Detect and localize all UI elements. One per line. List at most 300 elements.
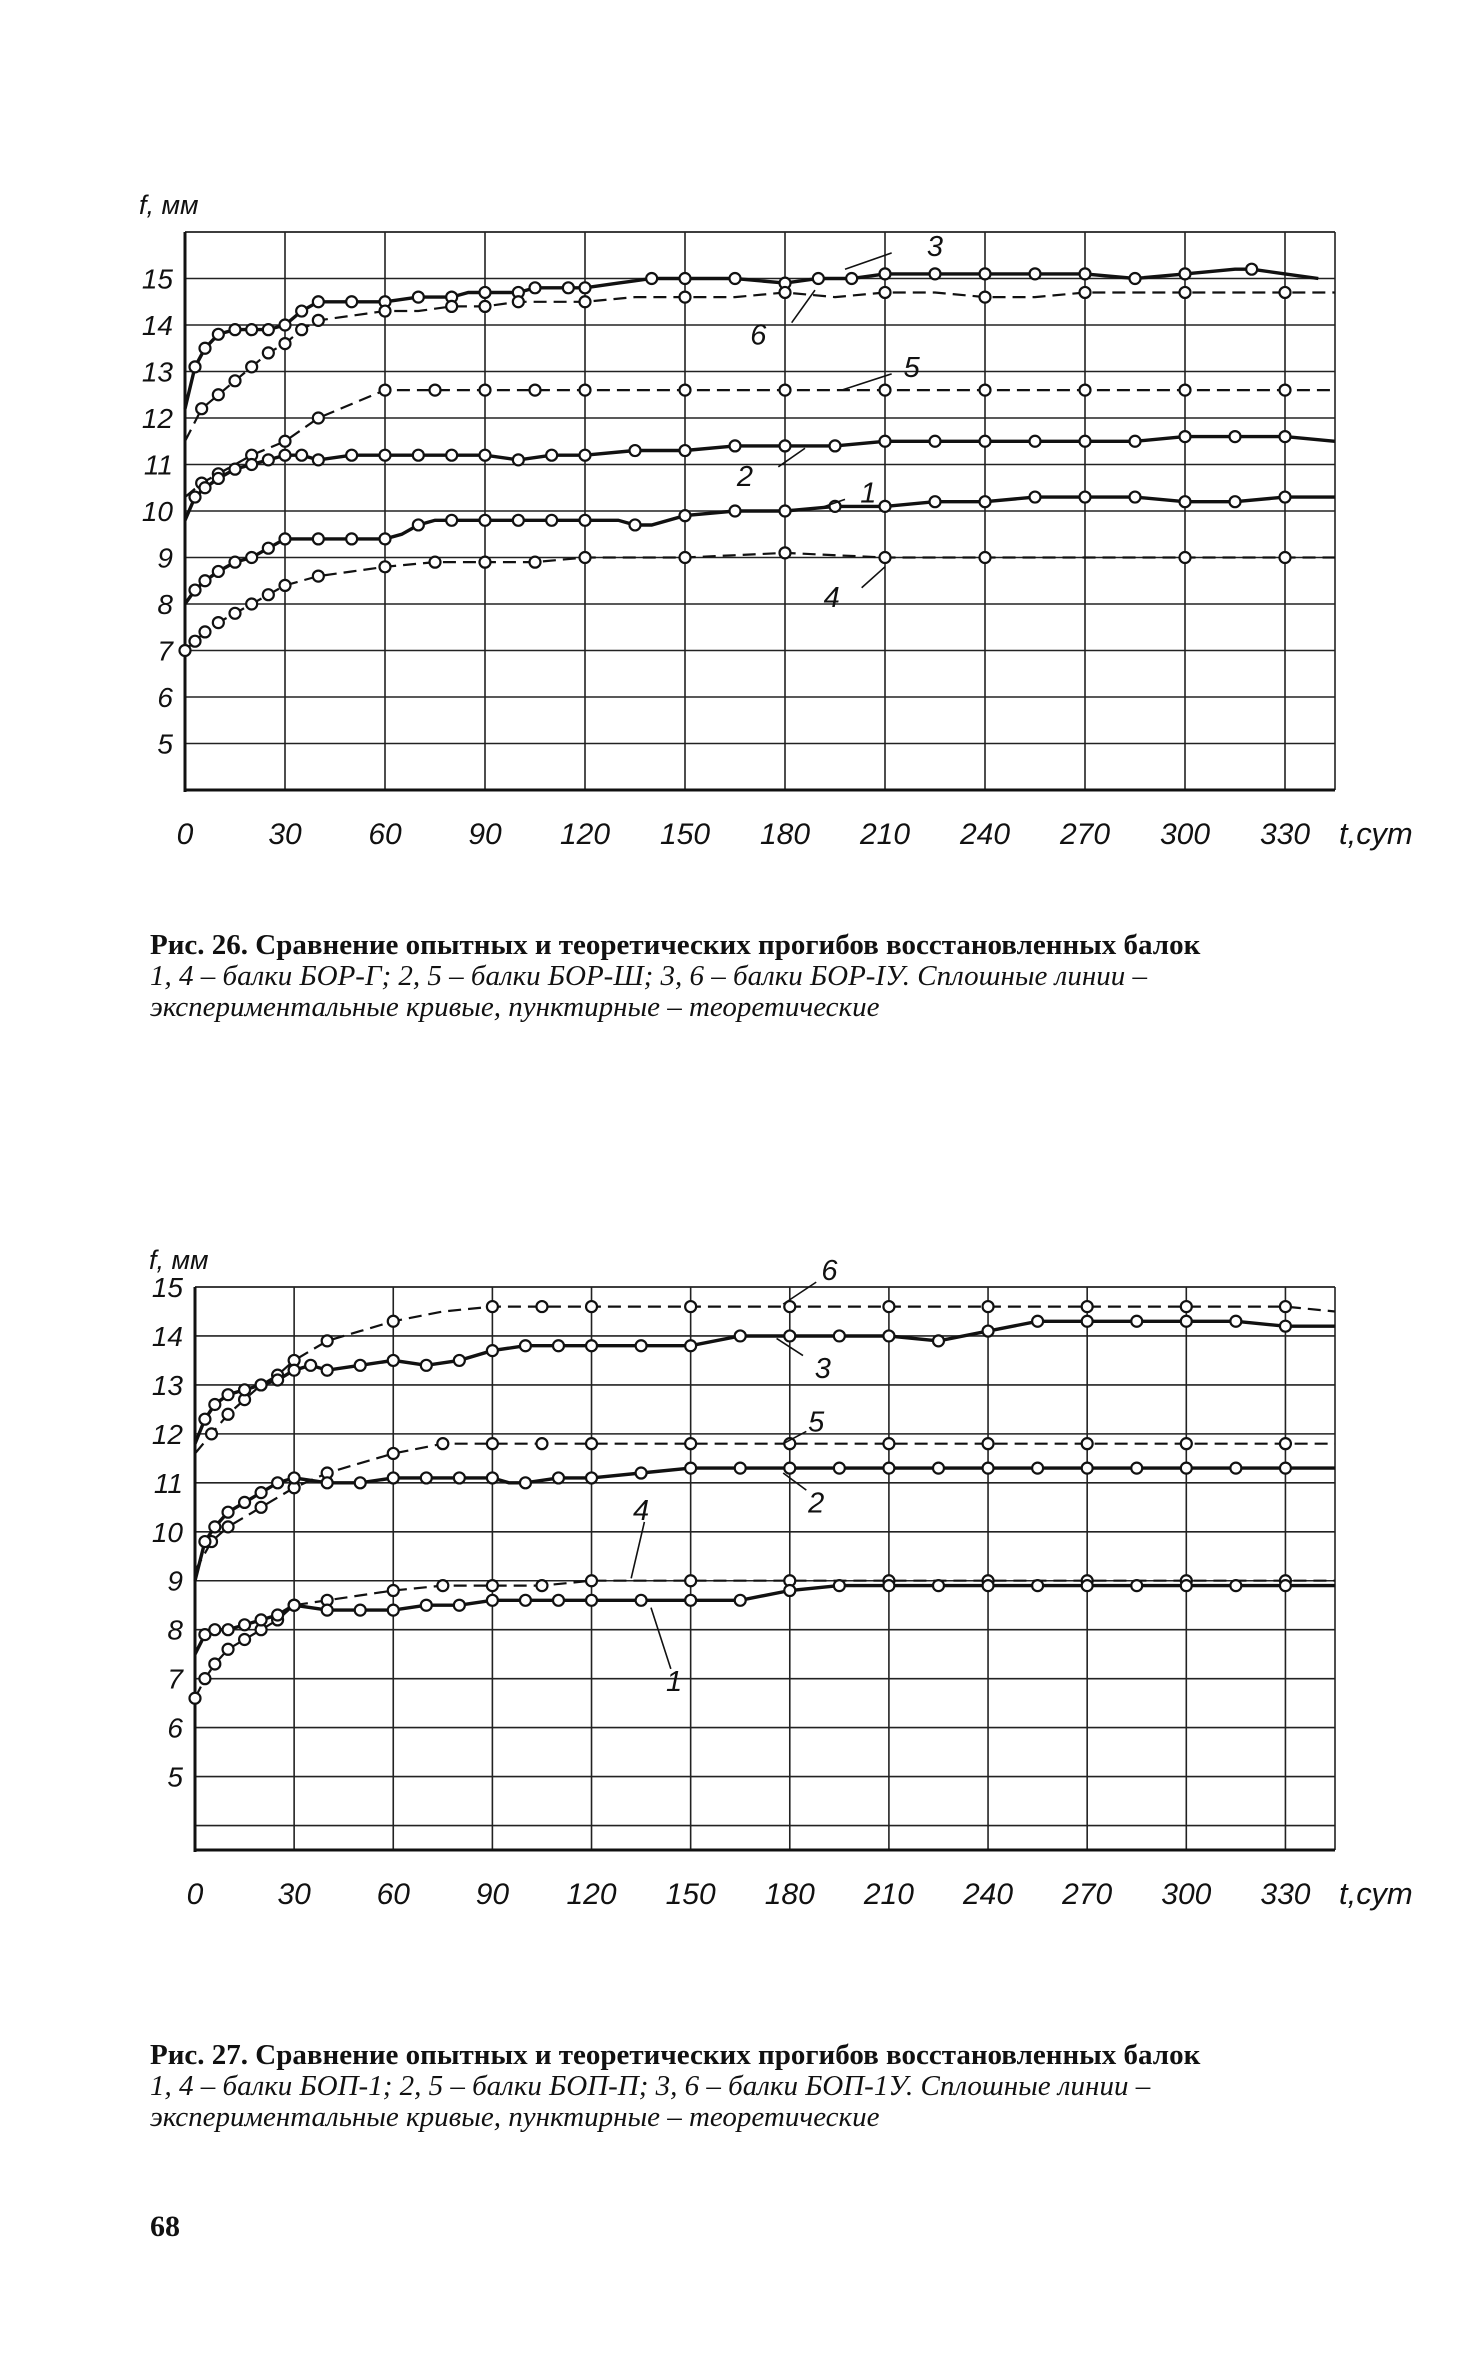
chart-26-series-2-point bbox=[780, 440, 791, 451]
chart-26-x-tick-label: 270 bbox=[1059, 818, 1111, 851]
chart-26-series-2-point bbox=[213, 473, 224, 484]
chart-26-x-tick-label: 180 bbox=[759, 818, 811, 851]
chart-26-series-4-point bbox=[263, 589, 274, 600]
chart-27-series-5-label: 5 bbox=[808, 1406, 825, 1439]
chart-26-series-6-point bbox=[1180, 287, 1191, 298]
chart-27-series-2-point bbox=[1181, 1463, 1192, 1474]
chart-27-series-1 bbox=[195, 1580, 1335, 1698]
chart-26-series-2-point bbox=[380, 450, 391, 461]
chart-26-series-6-point bbox=[230, 375, 241, 386]
chart-27-series-1-point bbox=[223, 1624, 234, 1635]
chart-27-x-axis-label: t,сут bbox=[1339, 1876, 1413, 1911]
chart-27-series-3-point bbox=[883, 1330, 894, 1341]
chart-27-series-1-point bbox=[735, 1595, 746, 1606]
chart-26-series-6-point bbox=[296, 324, 307, 335]
chart-27-series-1-point bbox=[256, 1614, 267, 1625]
chart-26-series-4-point bbox=[680, 552, 691, 563]
chart-26-series-6-point bbox=[880, 287, 891, 298]
chart-26-x-tick-label: 0 bbox=[176, 818, 194, 851]
chart-26-series-1-point bbox=[1180, 496, 1191, 507]
chart-27-series-2-point bbox=[834, 1463, 845, 1474]
chart-27-series-3-point bbox=[239, 1384, 250, 1395]
chart-26-series-2-point bbox=[1130, 436, 1141, 447]
chart-27-series-3-point bbox=[586, 1340, 597, 1351]
chart-27-series-5-point bbox=[883, 1438, 894, 1449]
chart-26-series-2-line bbox=[185, 437, 1335, 521]
chart-26-series-4-point bbox=[880, 552, 891, 563]
chart-27-series-4-point bbox=[223, 1644, 234, 1655]
chart-27-series-2-point bbox=[1280, 1463, 1291, 1474]
chart-26-series-2 bbox=[185, 431, 1335, 520]
chart-26-y-tick-label: 5 bbox=[157, 728, 173, 760]
chart-26-series-2-point bbox=[313, 454, 324, 465]
chart-26-series-4-point bbox=[780, 547, 791, 558]
chart-27-x-tick-label: 210 bbox=[863, 1878, 914, 1911]
chart-26-series-5-point bbox=[280, 436, 291, 447]
chart-26-y-tick-label: 11 bbox=[143, 449, 173, 481]
chart-26-series-6-point bbox=[513, 296, 524, 307]
chart-26-series-4-point bbox=[200, 626, 211, 637]
chart-27-series-6-point bbox=[206, 1428, 217, 1439]
chart-26-series-1-point bbox=[1030, 492, 1041, 503]
chart-27-series-3-point bbox=[355, 1360, 366, 1371]
chart-27-series-2-point bbox=[883, 1463, 894, 1474]
chart-27-series-1-point bbox=[586, 1595, 597, 1606]
chart-27-series-3-point bbox=[735, 1330, 746, 1341]
chart-27-series-5-point bbox=[536, 1438, 547, 1449]
chart-26-series-1-point bbox=[313, 533, 324, 544]
chart-26-series-2-point bbox=[190, 492, 201, 503]
chart-26-series-1-point bbox=[446, 515, 457, 526]
chart-27-series-3-point bbox=[388, 1355, 399, 1366]
chart-26-x-tick-label: 210 bbox=[859, 818, 911, 851]
chart-26-series-1-point bbox=[346, 533, 357, 544]
chart-27-series-4-point bbox=[487, 1580, 498, 1591]
chart-27-series-1-point bbox=[784, 1585, 795, 1596]
chart-27-series-5-point bbox=[1181, 1438, 1192, 1449]
chart-26-series-4-point bbox=[580, 552, 591, 563]
chart-26-series-3-point bbox=[346, 296, 357, 307]
chart-27-series-2-point bbox=[520, 1477, 531, 1488]
chart-26-series-1-point bbox=[246, 552, 257, 563]
chart-27-x-tick-label: 180 bbox=[764, 1878, 815, 1911]
chart-27-series-3-label: 3 bbox=[814, 1352, 831, 1385]
figure-26-caption bbox=[150, 930, 1350, 1023]
chart-26-series-3-point bbox=[846, 273, 857, 284]
chart-27-series-3-point bbox=[520, 1340, 531, 1351]
chart-26-series-4-leader bbox=[862, 567, 885, 588]
chart-27-series-4-point bbox=[199, 1673, 210, 1684]
chart-26-series-4-point bbox=[530, 557, 541, 568]
chart-26-series-5-point bbox=[680, 385, 691, 396]
chart-26-series-2-point bbox=[346, 450, 357, 461]
chart-26-series-6-point bbox=[1280, 287, 1291, 298]
chart-26-series-4-point bbox=[230, 608, 241, 619]
chart-26-series-3-point bbox=[213, 329, 224, 340]
chart-27-series-1-point bbox=[388, 1605, 399, 1616]
chart-27-series-6-point bbox=[223, 1409, 234, 1420]
chart-26-series-3-point bbox=[230, 324, 241, 335]
chart-26-y-tick-label: 14 bbox=[141, 310, 173, 341]
chart-26-series-1 bbox=[185, 477, 1335, 604]
chart-26-series-5-point bbox=[780, 385, 791, 396]
chart-26-series-3-point bbox=[246, 324, 257, 335]
chart-26-series-2-point bbox=[280, 450, 291, 461]
chart-26-series-1-point bbox=[630, 519, 641, 530]
chart-26-series-3-point bbox=[480, 287, 491, 298]
chart-27-series-3-point bbox=[209, 1399, 220, 1410]
chart-27-series-2-point bbox=[223, 1507, 234, 1518]
chart-26-series-2-point bbox=[200, 482, 211, 493]
chart-26-series-2-point bbox=[930, 436, 941, 447]
chart-27-series-5-point bbox=[685, 1438, 696, 1449]
chart-27-series-4-point bbox=[437, 1580, 448, 1591]
chart-26-series-3-point bbox=[263, 324, 274, 335]
chart-27-series-6-point bbox=[536, 1301, 547, 1312]
chart-27-x-tick-label: 270 bbox=[1062, 1878, 1113, 1911]
chart-27-series-2-point bbox=[933, 1463, 944, 1474]
chart-27-series-3-point bbox=[553, 1340, 564, 1351]
chart-26-series-6-point bbox=[1080, 287, 1091, 298]
chart-26-series-3-point bbox=[1080, 268, 1091, 279]
chart-27-series-3-point bbox=[983, 1326, 994, 1337]
chart-26-series-6-point bbox=[196, 403, 207, 414]
chart-27-series-2-point bbox=[983, 1463, 994, 1474]
chart-26-series-2-label: 2 bbox=[736, 461, 754, 494]
chart-27-series-1-point bbox=[834, 1580, 845, 1591]
chart-27-series-4-point bbox=[209, 1658, 220, 1669]
chart-27-series-2-point bbox=[199, 1536, 210, 1547]
chart-26-series-3-point bbox=[1180, 268, 1191, 279]
chart-26-series-5-line bbox=[185, 390, 1335, 497]
chart-26-series-5-label: 5 bbox=[903, 351, 920, 384]
chart-26-series-4-point bbox=[246, 599, 257, 610]
chart-26-series-4-point bbox=[213, 617, 224, 628]
chart-26-series-2-point bbox=[413, 450, 424, 461]
chart-26-series-1-point bbox=[546, 515, 557, 526]
chart-26-series-1-point bbox=[930, 496, 941, 507]
chart-26-series-2-point bbox=[513, 454, 524, 465]
chart-27-series-4-point bbox=[536, 1580, 547, 1591]
chart-26-series-2-point bbox=[1280, 431, 1291, 442]
chart-26-series-3-point bbox=[313, 296, 324, 307]
page-number: 68 bbox=[150, 2210, 180, 2243]
chart-27-series-1-point bbox=[1280, 1580, 1291, 1591]
chart-27-series-1-point bbox=[1032, 1580, 1043, 1591]
chart-27-series-1-point bbox=[685, 1595, 696, 1606]
chart-27-series-2-leader bbox=[783, 1473, 806, 1490]
chart-26-series-2-point bbox=[1080, 436, 1091, 447]
chart-26-y-tick-label: 9 bbox=[157, 542, 173, 574]
figure-26-caption-legend: 1, 4 – балки БОР-Г; 2, 5 – балки БОР-Ш; 3, 6 – балки БОР-IУ. Сплошные линии – экспериментальные кривые, пунктирные – теоретические bbox=[150, 960, 1147, 1023]
chart-26-series-4-point bbox=[1180, 552, 1191, 563]
chart-27-series-1-point bbox=[289, 1600, 300, 1611]
chart-27-series-1-point bbox=[883, 1580, 894, 1591]
chart-27-series-2-point bbox=[553, 1472, 564, 1483]
chart-27-series-2-point bbox=[1082, 1463, 1093, 1474]
chart-26-series-3-point bbox=[880, 268, 891, 279]
chart-27-series-2-point bbox=[636, 1468, 647, 1479]
chart-27-series-4-line bbox=[195, 1581, 1335, 1699]
chart-27-series-2-point bbox=[289, 1472, 300, 1483]
chart-27-series-5-point bbox=[586, 1438, 597, 1449]
chart-27-series-6-point bbox=[1280, 1301, 1291, 1312]
chart-26-series-3-point bbox=[280, 320, 291, 331]
chart-27-y-tick-label: 13 bbox=[151, 1369, 183, 1401]
chart-27-series-6-line bbox=[195, 1307, 1335, 1454]
chart-27-x-tick-label: 30 bbox=[277, 1878, 311, 1911]
chart-27-series-3-point bbox=[256, 1379, 267, 1390]
chart-27-series-2-point bbox=[1230, 1463, 1241, 1474]
chart-26-series-6-point bbox=[263, 347, 274, 358]
chart-27-series-3-point bbox=[1181, 1316, 1192, 1327]
chart-26-series-1-point bbox=[780, 506, 791, 517]
chart-26-series-3-point bbox=[813, 273, 824, 284]
chart-27-series-2-point bbox=[784, 1463, 795, 1474]
chart-26-series-3-label: 3 bbox=[926, 230, 944, 263]
chart-27-series-3-point bbox=[1131, 1316, 1142, 1327]
chart-26-series-3-point bbox=[1130, 273, 1141, 284]
chart-27-series-2-point bbox=[355, 1477, 366, 1488]
chart-26-series-4-line bbox=[185, 553, 1335, 651]
chart-27-series-3-point bbox=[636, 1340, 647, 1351]
chart-26-series-1-point bbox=[480, 515, 491, 526]
chart-26-series-2-point bbox=[296, 450, 307, 461]
chart-27-series-6-point bbox=[685, 1301, 696, 1312]
chart-27-series-1-point bbox=[1082, 1580, 1093, 1591]
chart-27-series-1-point bbox=[239, 1619, 250, 1630]
chart-27-series-2-point bbox=[421, 1472, 432, 1483]
chart-27-series-3-point bbox=[487, 1345, 498, 1356]
chart-27-series-2-point bbox=[322, 1477, 333, 1488]
chart-26-series-5-point bbox=[580, 385, 591, 396]
chart-27-series-2-point bbox=[454, 1472, 465, 1483]
chart-26-series-5-point bbox=[1180, 385, 1191, 396]
chart-27-series-6-point bbox=[1181, 1301, 1192, 1312]
chart-26-series-4 bbox=[180, 547, 1336, 656]
chart-26-series-5-point bbox=[530, 385, 541, 396]
chart-27-series-4-point bbox=[685, 1575, 696, 1586]
chart-27-series-3-point bbox=[685, 1340, 696, 1351]
chart-27-series-6-point bbox=[322, 1335, 333, 1346]
chart-26-series-2-point bbox=[880, 436, 891, 447]
chart-27-series-6-point bbox=[388, 1316, 399, 1327]
chart-26-series-1-point bbox=[230, 557, 241, 568]
chart-26-series-5-point bbox=[880, 385, 891, 396]
chart-27-series-1-point bbox=[933, 1580, 944, 1591]
chart-27-series-2-label: 2 bbox=[808, 1487, 825, 1520]
chart-27-x-tick-label: 240 bbox=[963, 1878, 1014, 1911]
chart-26-x-tick-label: 60 bbox=[368, 818, 402, 851]
chart-26-series-1-point bbox=[213, 566, 224, 577]
chart-26-series-1-point bbox=[1130, 492, 1141, 503]
chart-26-series-3-point bbox=[190, 361, 201, 372]
chart-27-series-6-leader bbox=[783, 1282, 816, 1304]
chart-27-series-5-point bbox=[1082, 1438, 1093, 1449]
chart-27-series-6-point bbox=[1082, 1301, 1093, 1312]
chart-27-series-1-point bbox=[636, 1595, 647, 1606]
chart-26-x-axis-label: t,сут bbox=[1339, 816, 1413, 851]
chart-26-y-tick-label: 7 bbox=[157, 635, 173, 667]
chart-26-series-5-point bbox=[313, 413, 324, 424]
chart-27-series-1-line bbox=[195, 1586, 1335, 1655]
chart-27-series-5-point bbox=[256, 1502, 267, 1513]
chart-27-series-5-point bbox=[388, 1448, 399, 1459]
chart-26-series-3-point bbox=[530, 282, 541, 293]
chart-27-series-5-point bbox=[983, 1438, 994, 1449]
chart-26-series-1-line bbox=[185, 497, 1335, 604]
chart-27-series-1-point bbox=[1181, 1580, 1192, 1591]
chart-27-y-tick-label: 7 bbox=[167, 1663, 183, 1695]
chart-26-series-3-point bbox=[1030, 268, 1041, 279]
chart-26-series-3-point bbox=[680, 273, 691, 284]
chart-26-x-tick-label: 330 bbox=[1259, 818, 1311, 851]
chart-26-series-1-point bbox=[380, 533, 391, 544]
chart-26-series-6-point bbox=[980, 292, 991, 303]
chart-26-series-3-point bbox=[930, 268, 941, 279]
figure-27-caption-title: Рис. 27. Сравнение опытных и теоретических прогибов восстановленных балок bbox=[150, 2039, 1201, 2071]
chart-27-series-3-point bbox=[223, 1389, 234, 1400]
chart-27-series-6-point bbox=[883, 1301, 894, 1312]
chart-27-x-tick-label: 150 bbox=[665, 1878, 716, 1911]
chart-27-series-3-point bbox=[454, 1355, 465, 1366]
chart-27-series-4-leader bbox=[631, 1522, 644, 1578]
figure-27 bbox=[0, 1230, 1476, 2130]
chart-26-series-4-point bbox=[180, 645, 191, 656]
chart-26-x-tick-label: 30 bbox=[268, 818, 302, 851]
chart-26-series-4-point bbox=[430, 557, 441, 568]
chart-27-series-6-label: 6 bbox=[821, 1254, 838, 1287]
chart-26-series-3-point bbox=[580, 282, 591, 293]
chart-26-series-3-point bbox=[200, 343, 211, 354]
chart-27-series-2-point bbox=[1131, 1463, 1142, 1474]
chart-26-series-2-point bbox=[1180, 431, 1191, 442]
chart-26-series-6-point bbox=[780, 287, 791, 298]
chart-26-series-3-point bbox=[1246, 264, 1257, 275]
chart-26-series-6-point bbox=[380, 306, 391, 317]
chart-27-y-tick-label: 11 bbox=[153, 1467, 183, 1499]
chart-26-y-tick-label: 8 bbox=[157, 589, 173, 620]
chart-26-series-2-point bbox=[830, 440, 841, 451]
chart-26-series-4-label: 4 bbox=[823, 582, 840, 615]
chart-27-series-3-point bbox=[199, 1414, 210, 1425]
chart-26-y-tick-label: 13 bbox=[141, 356, 173, 388]
chart-26-series-2-point bbox=[1230, 431, 1241, 442]
chart-26-series-4-point bbox=[280, 580, 291, 591]
chart-26-series-2-point bbox=[230, 464, 241, 475]
chart-26-series-4-point bbox=[190, 636, 201, 647]
chart-27-series-2-point bbox=[388, 1472, 399, 1483]
chart-26-series-2-point bbox=[580, 450, 591, 461]
chart-26-series-3-point bbox=[413, 292, 424, 303]
chart-26-series-4-point bbox=[380, 561, 391, 572]
chart-27-series-4-point bbox=[190, 1693, 201, 1704]
chart-27-series-6 bbox=[195, 1255, 1335, 1454]
chart-27-series-4-label: 4 bbox=[633, 1494, 650, 1527]
chart-27-y-tick-label: 8 bbox=[167, 1614, 183, 1646]
chart-26-series-2-point bbox=[1030, 436, 1041, 447]
chart-27-series-6-point bbox=[586, 1301, 597, 1312]
chart-27-series-6-point bbox=[487, 1301, 498, 1312]
chart-26-series-6-point bbox=[280, 338, 291, 349]
chart-27-series-5-point bbox=[437, 1438, 448, 1449]
chart-27-x-tick-label: 90 bbox=[475, 1878, 510, 1911]
chart-26-y-tick-label: 6 bbox=[157, 682, 173, 713]
chart-26-series-1-point bbox=[980, 496, 991, 507]
chart-26-series-1-point bbox=[280, 533, 291, 544]
chart-27-series-1-point bbox=[209, 1624, 220, 1635]
chart-27-series-6-point bbox=[983, 1301, 994, 1312]
chart-27-series-2-point bbox=[239, 1497, 250, 1508]
chart-27-series-3-point bbox=[1032, 1316, 1043, 1327]
chart-27-series-5-line bbox=[195, 1444, 1335, 1571]
chart-27-series-4-point bbox=[239, 1634, 250, 1645]
chart-27-series-2-point bbox=[272, 1477, 283, 1488]
chart-27-series-1-point bbox=[421, 1600, 432, 1611]
chart-26-series-1-point bbox=[190, 585, 201, 596]
chart-26-series-6-label: 6 bbox=[750, 319, 767, 352]
chart-27-y-tick-label: 5 bbox=[167, 1761, 183, 1793]
chart-26-y-tick-label: 12 bbox=[141, 403, 173, 434]
chart-26-series-6-point bbox=[246, 361, 257, 372]
chart-27-y-tick-label: 12 bbox=[151, 1418, 183, 1450]
chart-26-series-2-point bbox=[980, 436, 991, 447]
chart-26-series-2-point bbox=[480, 450, 491, 461]
chart-27-y-tick-label: 10 bbox=[151, 1516, 183, 1548]
chart-27-series-1-point bbox=[1230, 1580, 1241, 1591]
chart-26-series-6-line bbox=[185, 293, 1335, 442]
chart-26-y-tick-label: 15 bbox=[141, 263, 173, 295]
chart-26-series-1-point bbox=[880, 501, 891, 512]
chart-26-series-3-point bbox=[563, 282, 574, 293]
chart-26-series-6-point bbox=[446, 301, 457, 312]
chart-27-x-tick-label: 60 bbox=[376, 1878, 410, 1911]
chart-27-series-2-point bbox=[487, 1472, 498, 1483]
chart-27-series-1-label: 1 bbox=[666, 1666, 683, 1699]
chart-26-series-6-point bbox=[213, 389, 224, 400]
chart-27-series-5-point bbox=[487, 1438, 498, 1449]
chart-26-series-4-point bbox=[313, 571, 324, 582]
chart-27-series-3-point bbox=[834, 1330, 845, 1341]
chart-27-series-4-point bbox=[586, 1575, 597, 1586]
chart-26-series-2-point bbox=[630, 445, 641, 456]
figure-27-caption-legend: 1, 4 – балки БОП-1; 2, 5 – балки БОП-П; 3, 6 – балки БОП-1У. Сплошные линии – экспериментальные кривые, пунктирные – теоретические bbox=[150, 2070, 1151, 2133]
chart-27-series-2-point bbox=[256, 1487, 267, 1498]
chart-27-series-5-point bbox=[1280, 1438, 1291, 1449]
chart-27-y-tick-label: 15 bbox=[151, 1272, 183, 1303]
chart-26-series-5-point bbox=[480, 385, 491, 396]
chart-27-series-1-point bbox=[454, 1600, 465, 1611]
chart-27-series-1-point bbox=[487, 1595, 498, 1606]
chart-27-series-1-point bbox=[553, 1595, 564, 1606]
figure-27-chart bbox=[0, 1230, 1476, 2130]
chart-27-series-1-point bbox=[355, 1605, 366, 1616]
chart-27-series-3-point bbox=[784, 1330, 795, 1341]
chart-27-series-3-point bbox=[1280, 1321, 1291, 1332]
chart-26-series-2-point bbox=[446, 450, 457, 461]
chart-26-series-1-point bbox=[730, 506, 741, 517]
chart-27-series-3 bbox=[195, 1316, 1335, 1444]
chart-26-series-1-point bbox=[413, 519, 424, 530]
chart-26-series-1-point bbox=[580, 515, 591, 526]
chart-26-series-1-point bbox=[1280, 492, 1291, 503]
chart-27-y-axis-label: f, мм bbox=[149, 1245, 209, 1275]
chart-27-series-3-point bbox=[933, 1335, 944, 1346]
chart-26-series-2-point bbox=[263, 454, 274, 465]
chart-26-x-tick-label: 300 bbox=[1159, 818, 1211, 851]
chart-27-series-2 bbox=[195, 1463, 1335, 1581]
chart-27-x-tick-label: 330 bbox=[1260, 1878, 1311, 1911]
